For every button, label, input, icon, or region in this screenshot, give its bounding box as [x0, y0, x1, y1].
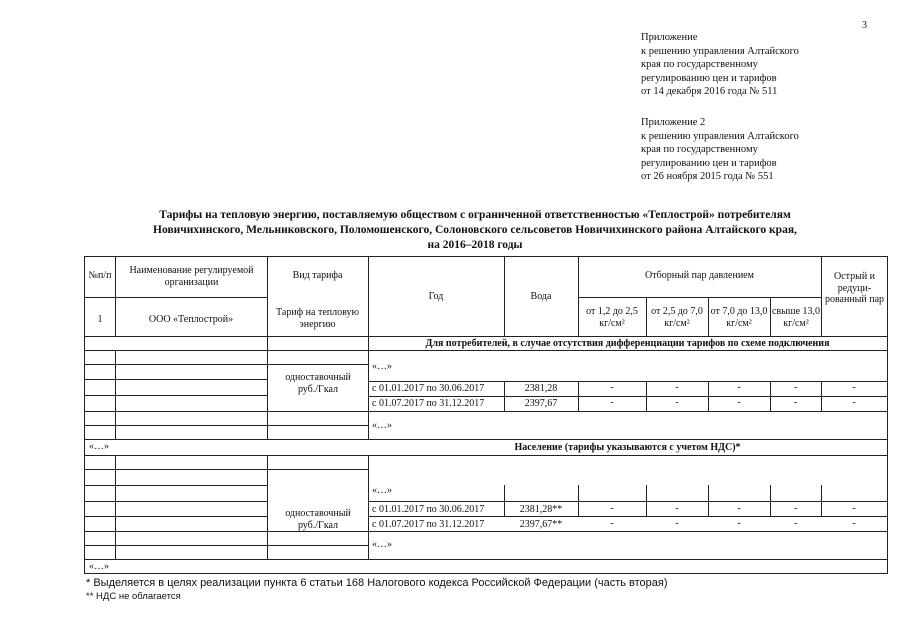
table-row-water: 2381,28**	[519, 504, 563, 515]
table-rule	[85, 531, 368, 532]
table-row-period: с 01.07.2017 по 31.12.2017	[372, 398, 485, 409]
table-row-red: -	[852, 503, 856, 514]
appendix-2-line: Приложение 2	[641, 117, 706, 128]
header-year: Год	[428, 291, 444, 302]
page-number: 3	[862, 20, 867, 31]
section-1-title: Для потребителей, в случае отсутствия дифференциации тарифов по схеме подключения	[425, 338, 830, 349]
header-tariff-type: Вид тарифа	[292, 270, 343, 281]
table-rule	[85, 350, 887, 351]
table-row-s3: -	[737, 397, 741, 408]
section-1-ellipsis-after: «…»	[89, 441, 109, 452]
table-row-s4: -	[793, 397, 798, 408]
table-row-s3: -	[737, 382, 741, 393]
header-reduced: Острый и редуци-рованный пар	[824, 271, 885, 305]
appendix-2-line: регулированию цен и тарифов	[641, 157, 777, 169]
appendix-2-line: края по государственному	[641, 144, 758, 155]
section-1-ellipsis-top: «…»	[372, 361, 392, 372]
table-row-water: 2397,67	[524, 398, 558, 409]
table-row-s2: -	[675, 397, 679, 408]
title-line: Тарифы на тепловую энергию, поставляемую обществом с ограниченной ответственностью «Теплострой» потребителям	[159, 209, 791, 221]
org-row-tariff: Тариф на тепловую энергию	[276, 307, 359, 330]
table-rule	[368, 531, 887, 532]
header-org: Наименование регулируемой организации	[129, 265, 254, 288]
appendix-2-block	[641, 116, 799, 184]
section-1-tariff-type: одноставочный руб./Гкал	[285, 372, 351, 395]
table-rule	[85, 364, 368, 365]
appendix-1-line: Приложение	[641, 32, 698, 43]
table-rule	[267, 455, 268, 559]
appendix-1-line: к решению управления Алтайского	[641, 45, 799, 57]
table-row-red: -	[852, 518, 856, 529]
table-rule	[267, 257, 268, 439]
header-steam-3: от 7,0 до 13,0 кг/см²	[710, 306, 768, 329]
table-rule	[115, 455, 116, 559]
table-rule	[85, 485, 267, 486]
table-row-water: 2397,67**	[519, 519, 563, 530]
table-row-period: с 01.01.2017 по 30.06.2017	[372, 383, 485, 394]
section-1-ellipsis-bottom: «…»	[372, 420, 392, 431]
header-steam-2: от 2,5 до 7,0 кг/см²	[651, 306, 703, 329]
document-title	[80, 208, 870, 253]
table-rule	[85, 559, 887, 560]
table-rule	[85, 336, 887, 337]
table-row-period: с 01.01.2017 по 30.06.2017	[372, 504, 485, 515]
title-line: на 2016–2018 годы	[427, 239, 523, 251]
appendix-2-line: от 26 ноября 2015 года № 551	[641, 171, 774, 182]
table-row-s1: -	[610, 397, 614, 408]
section-2-tariff-type: одноставочный руб./Гкал	[285, 508, 351, 531]
table-rule	[85, 501, 267, 502]
org-row-name: ООО «Теплострой»	[148, 314, 234, 325]
title-line: Новичихинского, Мельниковского, Поломошенского, Солоновского сельсоветов Новичихинского района Алтайского края,	[153, 224, 797, 236]
table-row-water: 2381,28	[524, 383, 558, 394]
appendix-1-line: края по государственному	[641, 59, 758, 70]
table-row-s3: -	[737, 503, 741, 514]
header-num: №п/п	[88, 270, 112, 281]
header-steam-1: от 1,2 до 2,5 кг/см²	[586, 306, 638, 329]
table-rule	[115, 350, 116, 439]
footnote-no-vat: ** НДС не облагается	[86, 591, 181, 602]
header-steam-4: свыше 13,0 кг/см²	[771, 306, 821, 329]
section-2-ellipsis-bottom: «…»	[372, 539, 392, 550]
table-row-s1: -	[610, 518, 614, 529]
table-rule	[85, 425, 368, 426]
section-2-ellipsis-after: «…»	[89, 561, 109, 572]
table-row-s2: -	[675, 518, 679, 529]
table-rule	[85, 455, 887, 456]
table-rule	[85, 516, 267, 517]
table-rule	[85, 297, 267, 298]
org-row-num: 1	[97, 314, 103, 325]
table-row-s4: -	[793, 518, 798, 529]
appendix-2-line: к решению управления Алтайского	[641, 130, 799, 142]
appendix-1-line: регулированию цен и тарифов	[641, 72, 777, 84]
table-row-s4: -	[793, 382, 798, 393]
table-rule	[85, 545, 368, 546]
table-row-period: с 01.07.2017 по 31.12.2017	[372, 519, 485, 530]
table-rule	[85, 379, 267, 380]
table-rule	[368, 501, 887, 502]
section-2-title: Население (тарифы указываются с учетом НДС)*	[514, 442, 741, 453]
table-row-s1: -	[610, 382, 614, 393]
table-row-s3: -	[737, 518, 741, 529]
table-row-s2: -	[675, 503, 679, 514]
table-row-red: -	[852, 382, 856, 393]
table-rule	[578, 297, 821, 298]
table-row-s2: -	[675, 382, 679, 393]
table-rule	[368, 455, 369, 559]
table-rule	[85, 411, 368, 412]
tariff-table	[84, 256, 888, 574]
appendix-1-block	[641, 31, 799, 99]
footnote-vat: * Выделяется в целях реализации пункта 6 статьи 168 Налогового кодекса Российской Федерации (часть вторая)	[86, 577, 668, 589]
section-2-ellipsis-top: «…»	[372, 485, 392, 496]
table-rule	[85, 469, 368, 470]
header-water: Вода	[530, 291, 552, 302]
table-rule	[368, 516, 887, 517]
table-rule	[85, 395, 267, 396]
table-rule	[368, 411, 887, 412]
appendix-1-line: от 14 декабря 2016 года № 511	[641, 86, 778, 97]
table-row-s1: -	[610, 503, 614, 514]
table-row-red: -	[852, 397, 856, 408]
table-rule	[85, 439, 887, 440]
header-steam: Отборный пар давлением	[645, 270, 754, 281]
table-row-s4: -	[793, 503, 798, 514]
